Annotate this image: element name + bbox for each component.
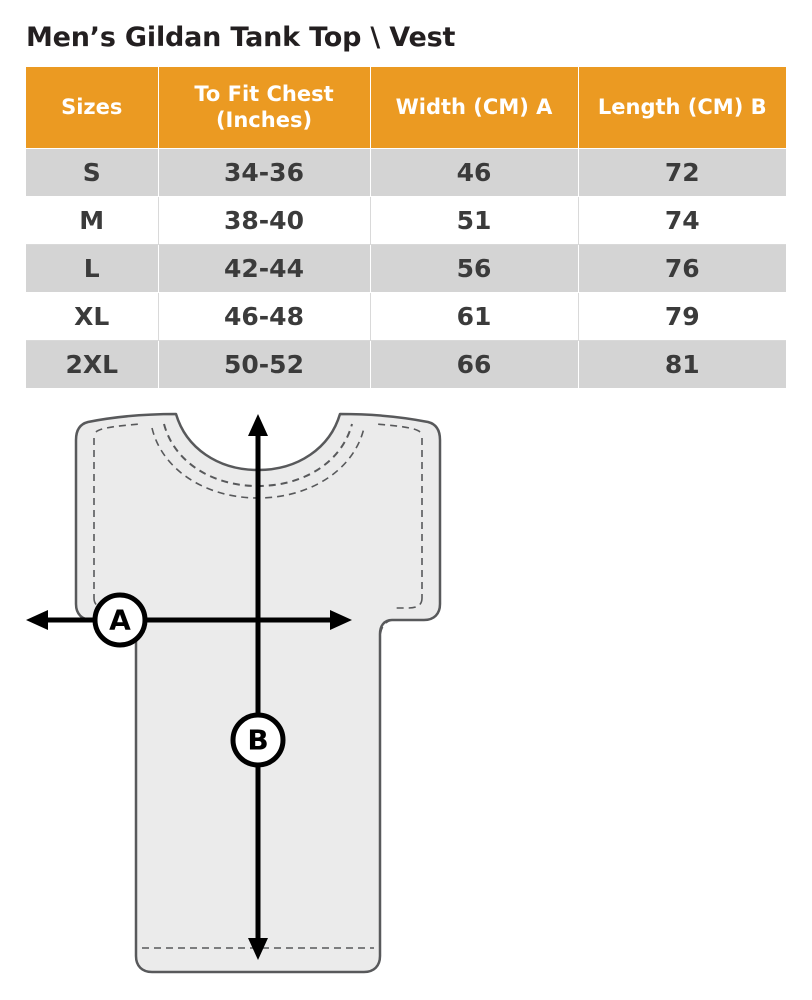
cell-chest: 50-52 xyxy=(158,341,370,389)
cell-size: L xyxy=(26,245,158,293)
table-header xyxy=(26,67,786,149)
table-row xyxy=(26,149,786,197)
cell-length: 74 xyxy=(578,197,786,245)
cell-width: 66 xyxy=(370,341,578,389)
column-header-width: Width (CM) A xyxy=(370,67,578,149)
size-table xyxy=(26,66,786,389)
table-row xyxy=(26,293,786,341)
cell-size: 2XL xyxy=(26,341,158,389)
column-header-length: Length (CM) B xyxy=(578,67,786,149)
cell-chest: 38-40 xyxy=(158,197,370,245)
table-header-row xyxy=(26,67,786,149)
cell-size: M xyxy=(26,197,158,245)
page-title: Men’s Gildan Tank Top \ Vest xyxy=(26,22,456,53)
cell-width: 51 xyxy=(370,197,578,245)
garment-diagram xyxy=(0,408,812,1000)
cell-length: 76 xyxy=(578,245,786,293)
table-body xyxy=(26,149,786,389)
cell-length: 72 xyxy=(578,149,786,197)
cell-chest: 46-48 xyxy=(158,293,370,341)
table-row xyxy=(26,341,786,389)
length-label-text: B xyxy=(247,723,269,757)
length-label-badge xyxy=(233,715,283,765)
cell-width: 46 xyxy=(370,149,578,197)
column-header-sizes: Sizes xyxy=(26,67,158,149)
cell-length: 81 xyxy=(578,341,786,389)
cell-size: XL xyxy=(26,293,158,341)
column-header-chest: To Fit Chest (Inches) xyxy=(158,67,370,149)
table-row xyxy=(26,245,786,293)
cell-size: S xyxy=(26,149,158,197)
width-label-text: A xyxy=(109,603,131,637)
cell-length: 79 xyxy=(578,293,786,341)
cell-chest: 34-36 xyxy=(158,149,370,197)
cell-chest: 42-44 xyxy=(158,245,370,293)
cell-width: 61 xyxy=(370,293,578,341)
width-label-badge xyxy=(95,595,145,645)
cell-width: 56 xyxy=(370,245,578,293)
table-row xyxy=(26,197,786,245)
